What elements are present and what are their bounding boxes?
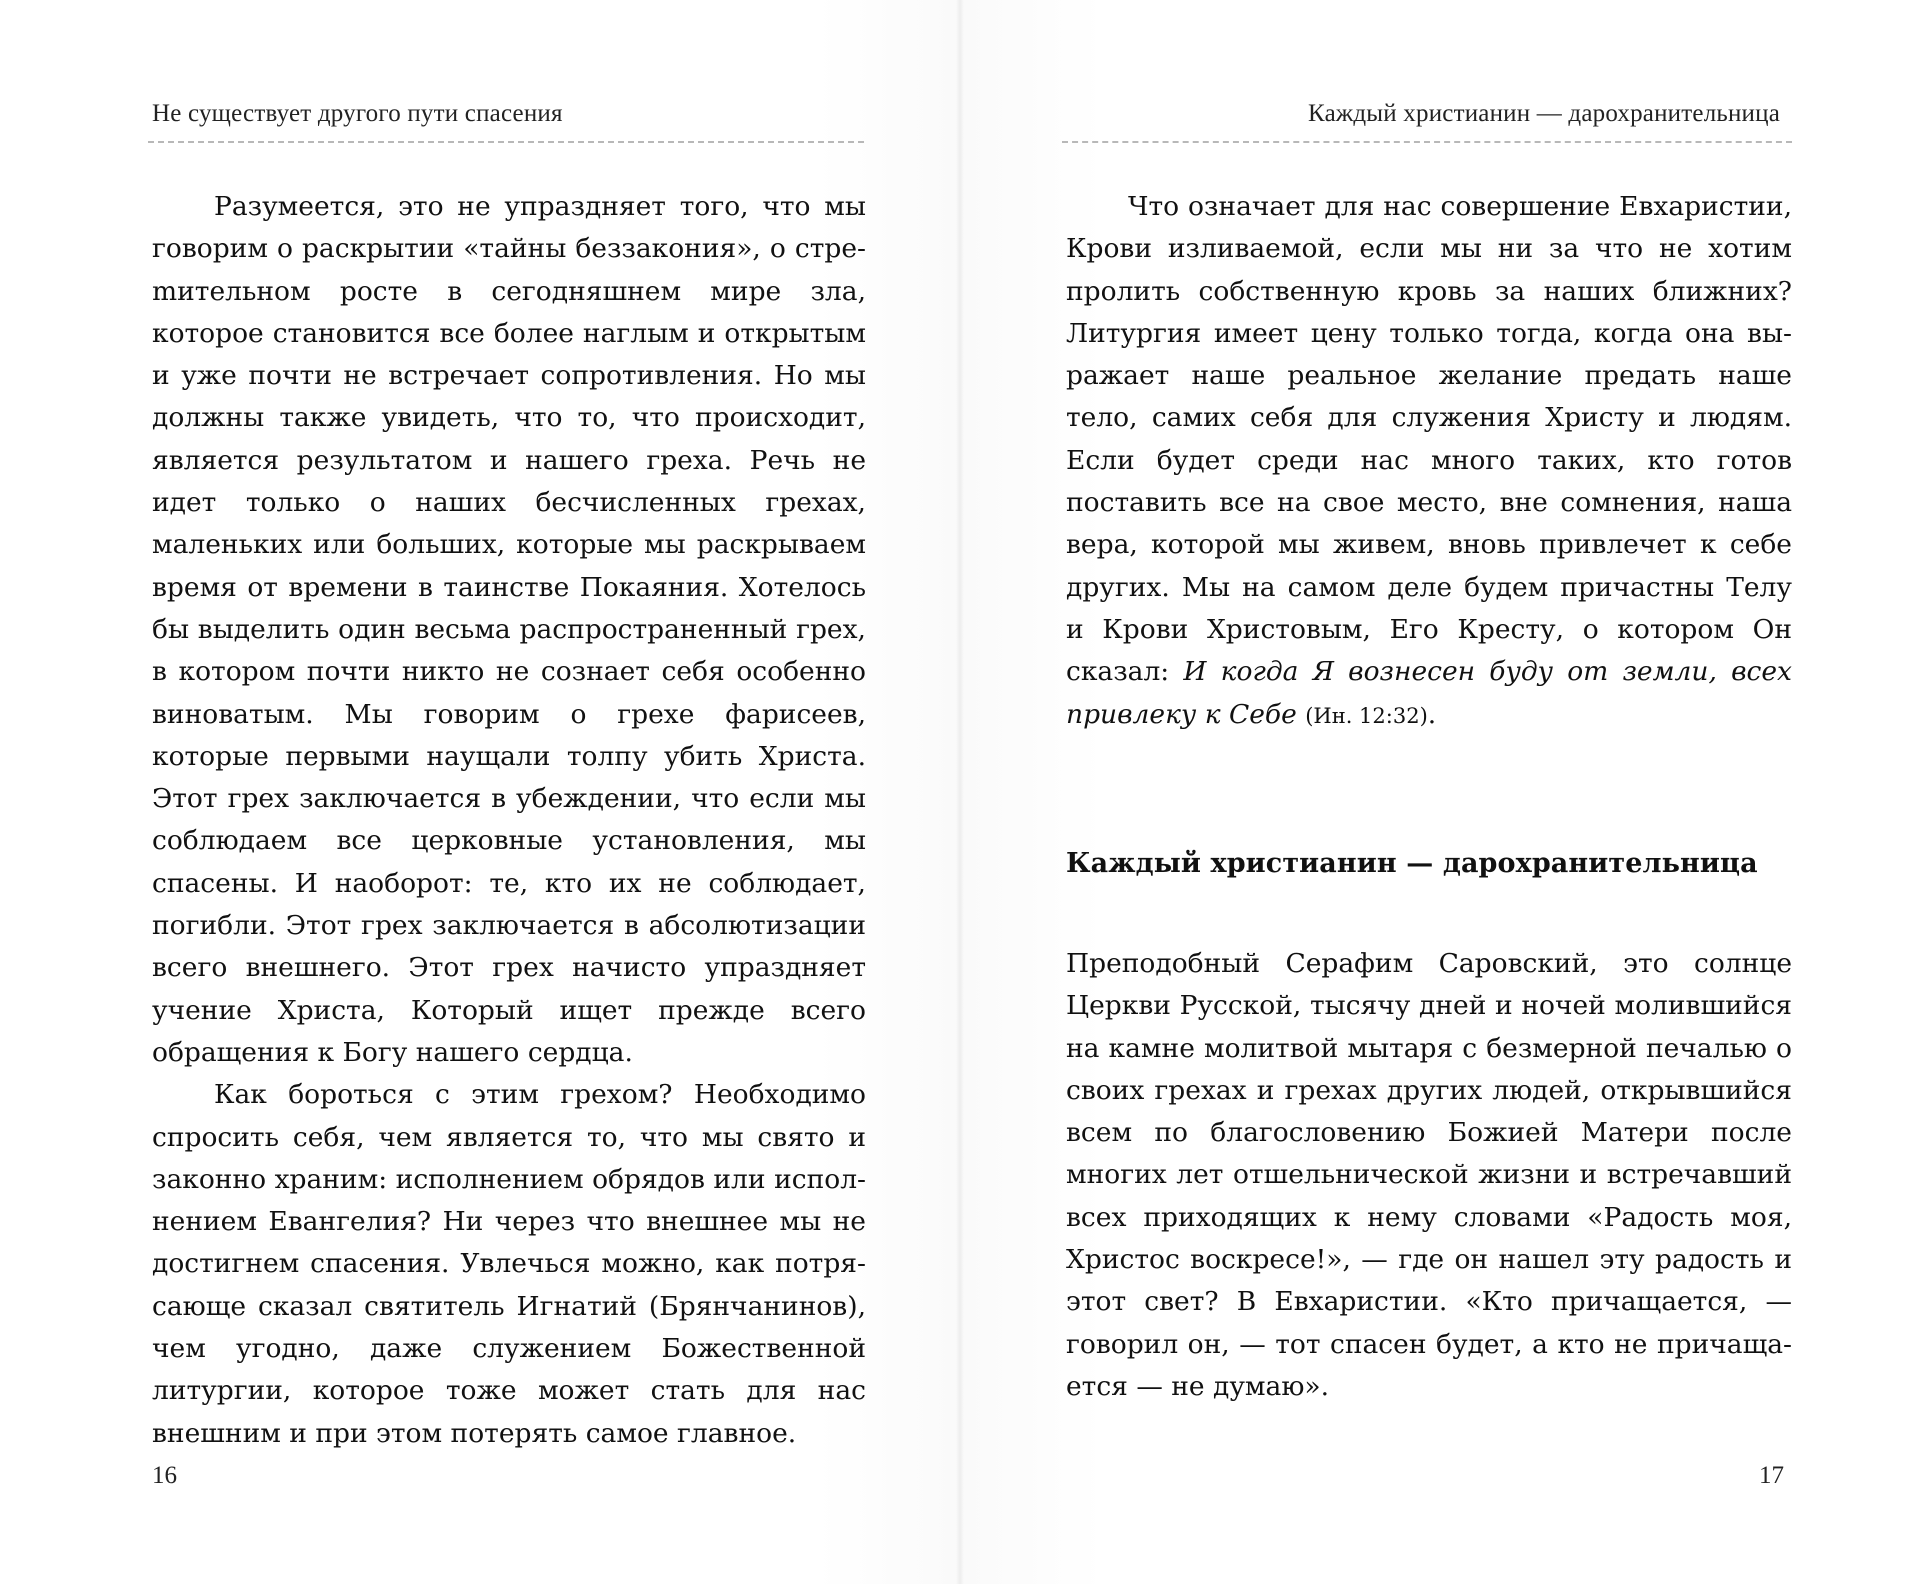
right-page-number: 17: [1759, 1462, 1784, 1489]
paragraph-end-punctuation: .: [1427, 698, 1437, 730]
right-running-head: Каждый христианин — дарохранительница: [1308, 100, 1780, 127]
left-paragraph-1: Разумеется, это не упраздняет того, что мы говорим о раскрытии «тайны беззакония», о стреmительном росте в сегодняшнем мире зла, которое становится все более наглым и открытым и уже почти не встречает сопротивления. Но мы должны также увидеть, что то, что происходит, является результатом и нашего греха. Речь не идет только о наших бесчисленных грехах, маленьких или больших, которые мы раскрываем время от времени в таинстве Покаяния. Хотелось бы выделить один весьма распространенный грех, в котором почти никто не сознает себя особенно виноватым. Мы говорим о грехе фарисеев, которые первыми наущали толпу убить Христа. Этот грех заключается в убеждении, что если мы соблюдаем все церковные установления, мы спасены. И наоборот: те, кто их не соблюдает, погибли. Этот грех заключается в абсолютизации всего внешнего. Этот грех начисто упраздняет учение Христа, Который ищет прежде всего обращения к Богу нашего сердца.: [152, 191, 866, 1068]
scripture-reference: (Ин. 12:32): [1305, 703, 1428, 728]
left-header-rule: [148, 141, 864, 143]
right-paragraph-2: Преподобный Серафим Саровский, это солнце Церкви Русской, тысячу дней и ночей молившийся на камне молитвой мытаря с безмерной печалью о своих грехах и грехах других людей, открывшийся всем по благословению Божией Матери после многих лет отшельнической жизни и встречавший всех приходящих к нему словами «Радость моя, Христос воскресе!», — где он нашел эту радость и этот свет? В Евхаристии. «Кто причащается, — говорил он, — тот спасен будет, а кто не причащается — не думаю».: [1066, 948, 1792, 1402]
left-page-number: 16: [152, 1462, 177, 1489]
left-paragraph-2: Как бороться с этим грехом? Необходимо спросить себя, чем является то, что мы свято и законно храним: исполнением обрядов или исполнением Евангелия? Ни через что внешнее мы не достигнем спасения. Увлечься можно, как потрясающе сказал святитель Игнатий (Брянчанинов), чем угодно, даже служением Божественной литургии, которое тоже может стать для нас внешним и при этом потерять самое главное.: [152, 1079, 866, 1449]
section-heading: Каждый христианин — дарохранительница: [1066, 848, 1758, 879]
right-text-block-bottom: [1066, 943, 1792, 1408]
scripture-quote: И когда Я вознесен буду от земли, всех привлеку к Себе: [1066, 656, 1792, 730]
right-header-rule: [1062, 141, 1792, 143]
right-paragraph-1: [1066, 186, 1792, 737]
left-text-block: [152, 186, 866, 1455]
book-spine-shadow: [956, 0, 964, 1584]
right-page: [960, 0, 1920, 1584]
right-text-block-top: [1066, 186, 1792, 737]
left-running-head: Не существует другого пути спасения: [152, 100, 563, 127]
right-paragraph-1-text: Что означает для нас совершение Евхаристии, Крови изливаемой, если мы ни за что не хотим пролить собственную кровь за наших ближних? Литургия имеет цену только тогда, когда она выражает наше реальное желание предать наше тело, самих себя для служения Христу и людям. Если будет среди нас много таких, кто готов поставить все на свое место, вне сомнения, наша вера, которой мы живем, вновь привлечет к себе других. Мы на самом деле будем причастны Телу и Крови Христовым, Его Кресту, о котором Он сказал:: [1066, 191, 1792, 688]
